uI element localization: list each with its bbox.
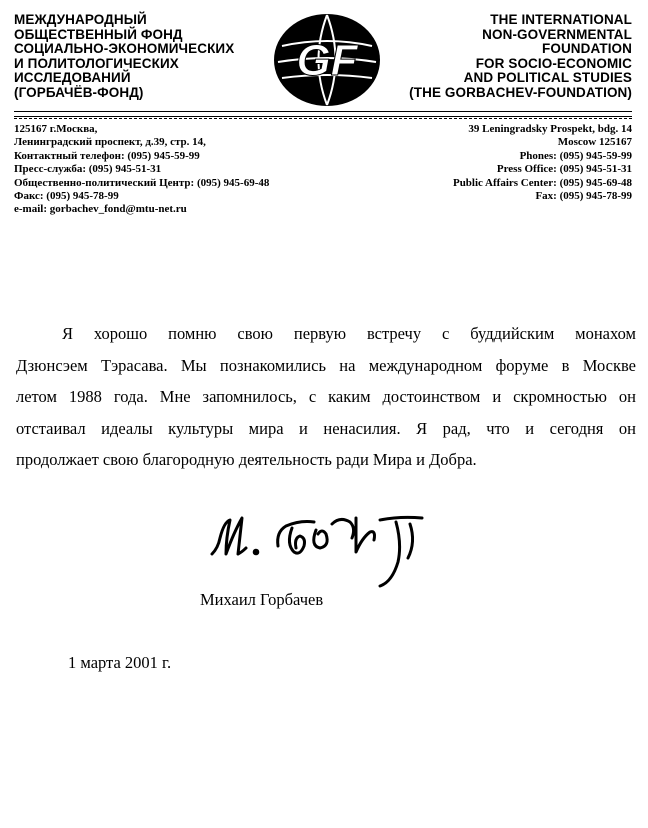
address-ru-line: Пресс-служба: (095) 945-51-31: [14, 163, 162, 176]
address-ru-line: Контактный телефон: (095) 945-59-99: [14, 149, 200, 162]
org-name-russian: [14, 13, 274, 101]
org-ru-line: СОЦИАЛЬНО-ЭКОНОМИЧЕСКИХ: [14, 41, 235, 57]
org-ru-line: ОБЩЕСТВЕННЫЙ ФОНД: [14, 26, 183, 42]
org-en-line: (THE GORBACHEV-FOUNDATION): [409, 84, 632, 100]
org-en-line: THE INTERNATIONAL: [490, 12, 632, 27]
address-en-line: Public Affairs Center: (095) 945-69-48: [452, 176, 632, 189]
letter-date: 1 марта 2001 г.: [68, 653, 172, 672]
signer-name: Михаил Горбачев: [200, 590, 324, 609]
address-en-line: Phones: (095) 945-59-99: [519, 149, 632, 162]
letter-line: отстаивал идеалы культуры мира и ненасилия. Я рад, что и сегодня он: [16, 418, 636, 438]
letter-line: Я хорошо помню свою первую встречу с буддийским монахом: [62, 324, 636, 343]
org-en-line: NON-GOVERNMENTAL: [482, 26, 632, 42]
address-ru-line: 125167 г.Москва,: [14, 123, 98, 135]
address-en-line: Press Office: (095) 945-51-31: [496, 163, 632, 176]
header-divider: [14, 111, 632, 117]
address-en-line: 39 Leningradsky Prospekt, bdg. 14: [468, 123, 632, 135]
gorbachev-foundation-logo-icon: [272, 12, 382, 108]
org-ru-line: И ПОЛИТОЛОГИЧЕСКИХ: [14, 55, 179, 71]
address-russian: [14, 123, 334, 217]
logo-lettering: GF: [296, 36, 358, 85]
address-ru-line: Факс: (095) 945-78-99: [14, 190, 119, 203]
letter-body: [16, 318, 636, 476]
letter-line: летом 1988 года. Мне запомнилось, с каким достоинством и скромностью он: [16, 387, 636, 406]
address-en-line: Fax: (095) 945-78-99: [535, 190, 632, 203]
address-english: [332, 123, 632, 203]
org-ru-line: ИССЛЕДОВАНИЙ: [14, 70, 131, 86]
address-ru-email: e-mail: gorbachev_fond@mtu-net.ru: [14, 203, 187, 216]
org-ru-line: (ГОРБАЧЁВ-ФОНД): [14, 84, 144, 100]
address-en-line: Moscow 125167: [557, 136, 632, 149]
org-en-line: FOUNDATION: [542, 41, 632, 57]
org-ru-line: МЕЖДУНАРОДНЫЙ: [14, 12, 147, 27]
org-en-line: FOR SOCIO-ECONOMIC: [475, 55, 632, 71]
letter-line: продолжает свою благородную деятельность ради Мира и Добра.: [16, 450, 477, 469]
letter-line: Дзюнсэем Тэрасава. Мы познакомились на международном форуме в Москве: [16, 355, 636, 375]
header-divider-dashed: [14, 118, 632, 119]
address-ru-line: Общественно-политический Центр: (095) 945-69-48: [14, 176, 270, 189]
org-name-english: [382, 13, 632, 101]
address-ru-line: Ленинградский проспект, д.39, стр. 14,: [14, 136, 206, 149]
handwritten-signature: [204, 508, 450, 592]
org-en-line: AND POLITICAL STUDIES: [463, 70, 632, 86]
